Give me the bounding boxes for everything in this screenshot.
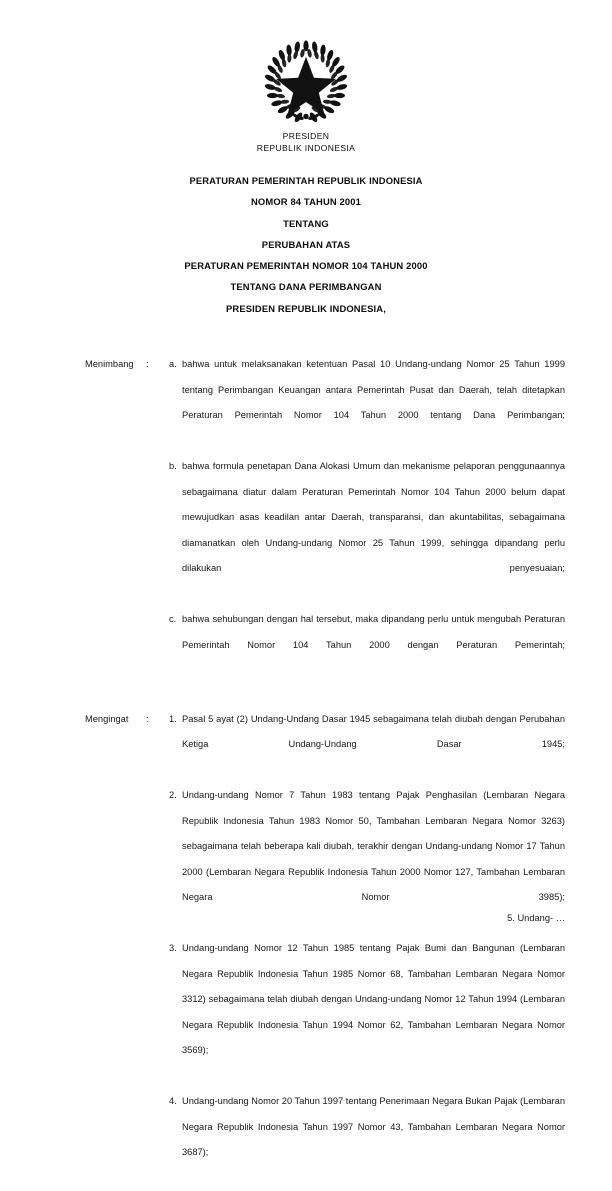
title-number-year: NOMOR 84 TAHUN 2001	[0, 191, 612, 212]
section-label-menimbang: Menimbang	[85, 352, 134, 378]
clause-marker-b: b.	[169, 454, 177, 480]
clause-text-mengingat-1: Pasal 5 ayat (2) Undang-Undang Dasar 1945 sebagaimana telah diubah dengan Perubahan Ketiga Undang-Undang Dasar 1945;	[182, 707, 565, 784]
clause-mengingat-4	[0, 1089, 612, 1191]
clause-menimbang-b	[0, 454, 612, 607]
title-amended-regulation: PERATURAN PEMERINTAH NOMOR 104 TAHUN 2000	[0, 255, 612, 276]
title-president-line: PRESIDEN REPUBLIK INDONESIA,	[0, 298, 612, 319]
clause-text-mengingat-2: Undang-undang Nomor 7 Tahun 1983 tentang Pajak Penghasilan (Lembaran Negara Republik Indonesia Tahun 1983 Nomor 50, Tambahan Lembaran Negara Nomor 3263) sebagaimana telah beberapa kali diubah, terakhir dengan Undang-undang Nomor 17 Tahun 2000 (Lembaran Negara Republik Indonesia Tahun 2000 Nomor 127, Tambahan Lembaran Negara Nomor 3985);	[182, 783, 565, 936]
garuda-star-wreath-emblem	[264, 40, 348, 124]
clause-menimbang-a	[0, 352, 612, 454]
document-body	[0, 352, 612, 1191]
clause-marker-3: 3.	[169, 936, 177, 962]
clause-mengingat-3	[0, 936, 612, 1089]
clause-text-mengingat-4: Undang-undang Nomor 20 Tahun 1997 tentang Penerimaan Negara Bukan Pajak (Lembaran Negara Republik Indonesia Tahun 1997 Nomor 43, Tambahan Lembaran Negara Nomor 3687);	[182, 1089, 565, 1191]
section-colon-mengingat: :	[146, 707, 149, 733]
title-subject-topic: TENTANG DANA PERIMBANGAN	[0, 276, 612, 297]
clause-text-menimbang-b: bahwa formula penetapan Dana Alokasi Umum dan mekanisme pelaporan penggunaannya sebagaimana diatur dalam Peraturan Pemerintah Nomor 104 Tahun 2000 belum dapat mewujudkan asas keadilan antar Daerah, transparansi, dan akuntabilitas, sebagaimana diamanatkan oleh Undang-undang Nomor 25 Tahun 1999, sehingga dipandang perlu dilakukan penyesuaian;	[182, 454, 565, 607]
section-mengingat	[0, 707, 612, 1191]
clause-marker-c: c.	[169, 607, 176, 633]
section-label-mengingat: Mengingat	[85, 707, 128, 733]
clause-mengingat-1	[0, 707, 612, 784]
clause-marker-4: 4.	[169, 1089, 177, 1115]
document-title-block	[0, 170, 612, 319]
section-menimbang	[0, 352, 612, 684]
title-subject-change: PERUBAHAN ATAS	[0, 234, 612, 255]
section-spacer	[0, 684, 612, 707]
section-colon-menimbang: :	[146, 352, 149, 378]
title-regulation-name: PERATURAN PEMERINTAH REPUBLIK INDONESIA	[0, 170, 612, 191]
document-emblem-block	[0, 40, 612, 154]
clause-marker-1: 1.	[169, 707, 177, 733]
clause-marker-2: 2.	[169, 783, 177, 809]
clause-marker-a: a.	[169, 352, 177, 378]
emblem-caption	[0, 131, 612, 154]
title-tentang: TENTANG	[0, 213, 612, 234]
clause-text-mengingat-3: Undang-undang Nomor 12 Tahun 1985 tentang Pajak Bumi dan Bangunan (Lembaran Negara Republik Indonesia Tahun 1985 Nomor 68, Tambahan Lembaran Negara Nomor 3312) sebagaimana telah diubah dengan Undang-undang Nomor 12 Tahun 1994 (Lembaran Negara Republik Indonesia Tahun 1994 Nomor 62, Tambahan Lembaran Negara Nomor 3569);	[182, 936, 565, 1089]
clause-text-menimbang-a: bahwa untuk melaksanakan ketentuan Pasal 10 Undang-undang Nomor 25 Tahun 1999 tentang Perimbangan Keuangan antara Pemerintah Pusat dan Daerah, telah ditetapkan Peraturan Pemerintah Nomor 104 Tahun 2000 tentang Dana Perimbangan;	[182, 352, 565, 454]
page-continuation-note: 5. Undang- …	[0, 906, 612, 932]
clause-text-menimbang-c: bahwa sehubungan dengan hal tersebut, maka dipandang perlu untuk mengubah Peraturan Pemerintah Nomor 104 Tahun 2000 dengan Peraturan Pemerintah;	[182, 607, 565, 684]
emblem-caption-line-2: REPUBLIK INDONESIA	[0, 143, 612, 155]
emblem-caption-line-1: PRESIDEN	[0, 131, 612, 143]
clause-menimbang-c	[0, 607, 612, 684]
